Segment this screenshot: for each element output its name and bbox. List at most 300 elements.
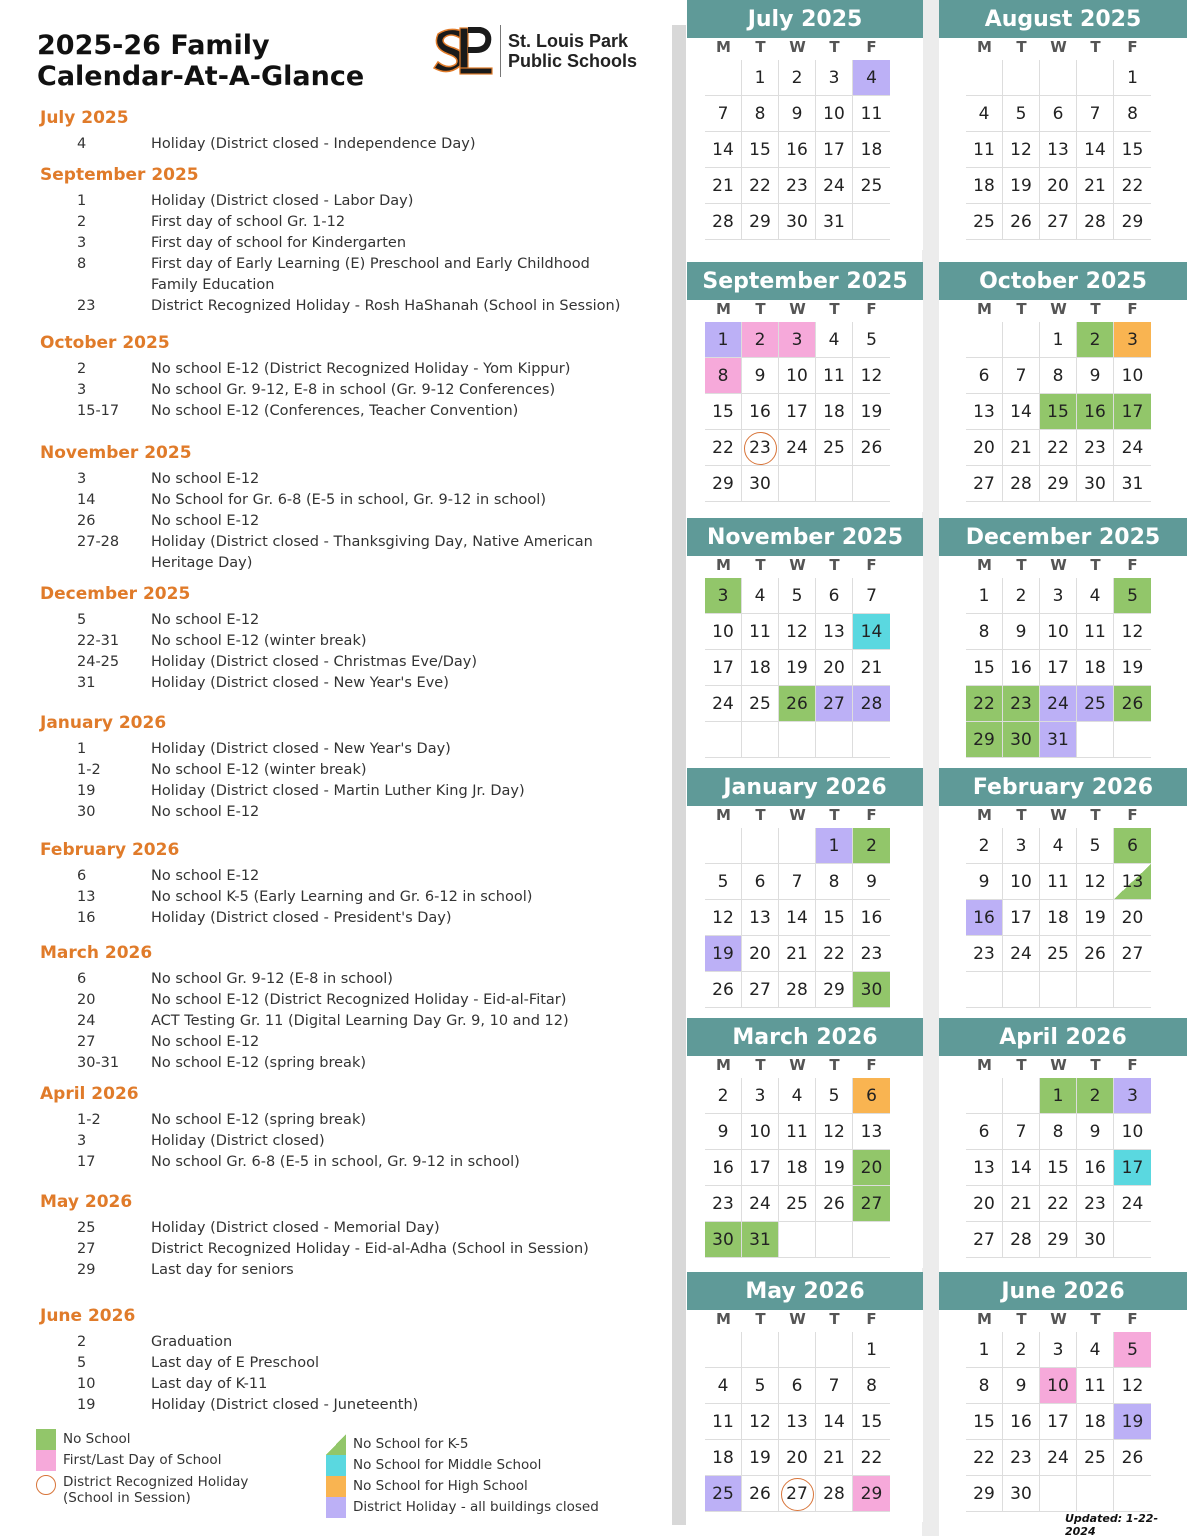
day-number: 1	[1052, 330, 1064, 350]
day-cell	[853, 972, 890, 1008]
section-month-heading: July 2025	[40, 108, 129, 128]
day-number: 23	[1084, 438, 1106, 458]
day-cell	[1040, 1222, 1077, 1258]
day-cell	[1077, 900, 1114, 936]
day-grid	[966, 1332, 1187, 1512]
day-cell	[1114, 132, 1151, 168]
section-month-heading: November 2025	[40, 443, 192, 463]
day-grid	[705, 1078, 923, 1258]
day-number: 1	[717, 330, 729, 350]
day-number: 27	[823, 694, 845, 714]
day-number: 8	[1127, 104, 1138, 124]
day-cell	[705, 204, 742, 240]
day-cell	[779, 430, 816, 466]
day-number: 6	[978, 1122, 990, 1142]
legend-label: No School for K-5	[353, 1436, 469, 1452]
empty-cell	[779, 828, 816, 864]
day-number: 12	[1010, 140, 1032, 160]
school-name-line-1: St. Louis Park	[508, 31, 629, 51]
day-cell	[1114, 204, 1151, 240]
day-number: 25	[1084, 1448, 1106, 1468]
day-number: 26	[786, 694, 808, 714]
day-number: 12	[786, 622, 808, 642]
empty-cell	[1114, 1476, 1151, 1512]
day-number: 3	[1052, 586, 1064, 606]
day-number: 11	[1047, 872, 1069, 892]
day-cell	[779, 972, 816, 1008]
weekday-header	[939, 1310, 1187, 1332]
day-cell	[779, 394, 816, 430]
month-calendar	[687, 518, 923, 768]
day-cell	[1114, 322, 1151, 358]
day-cell	[1040, 132, 1077, 168]
day-number: 12	[1121, 622, 1144, 642]
day-cell	[779, 1186, 816, 1222]
day-cell	[1114, 650, 1151, 686]
month-title: January 2026	[687, 768, 923, 806]
event-description: Holiday (District closed - Independence Day)	[151, 136, 476, 152]
weekday-label: F	[1127, 38, 1138, 56]
logo-separator	[500, 25, 501, 77]
event-date: 19	[77, 783, 96, 799]
day-number: 17	[1010, 908, 1032, 928]
event-item	[40, 652, 660, 673]
day-number: 14	[823, 1412, 845, 1432]
day-cell	[966, 1440, 1003, 1476]
event-description: No school E-12 (spring break)	[151, 1112, 366, 1128]
day-number: 6	[1127, 836, 1138, 856]
day-cell	[1040, 1368, 1077, 1404]
event-date: 3	[77, 382, 87, 398]
event-description: Last day for seniors	[151, 1262, 294, 1278]
day-cell	[779, 578, 816, 614]
legend-district-holiday	[326, 1497, 599, 1518]
day-cell	[1114, 394, 1151, 430]
day-cell	[1003, 96, 1040, 132]
weekday-header	[687, 806, 923, 828]
day-number: 10	[1047, 622, 1069, 642]
day-number: 17	[1047, 658, 1069, 678]
weekday-label: W	[789, 556, 806, 574]
day-cell	[966, 1150, 1003, 1186]
empty-cell	[779, 1332, 816, 1368]
event-item	[40, 1131, 660, 1152]
empty-cell	[1003, 322, 1040, 358]
day-number: 28	[712, 212, 734, 232]
day-cell	[816, 578, 853, 614]
weekday-label: F	[866, 1056, 877, 1074]
day-number: 23	[1084, 1194, 1106, 1214]
day-cell	[705, 1114, 742, 1150]
orange-swatch	[326, 1476, 346, 1497]
day-cell	[816, 1476, 853, 1512]
day-cell	[779, 936, 816, 972]
day-number: 9	[1089, 366, 1101, 386]
empty-cell	[853, 722, 890, 758]
month-title: November 2025	[687, 518, 923, 556]
weekday-header	[687, 300, 923, 322]
day-number: 24	[1121, 438, 1144, 458]
day-cell	[705, 358, 742, 394]
day-cell	[853, 1114, 890, 1150]
day-cell	[1114, 430, 1151, 466]
day-number: 25	[860, 176, 883, 196]
event-section	[40, 840, 660, 929]
event-item	[40, 1032, 660, 1053]
empty-cell	[705, 828, 742, 864]
event-date: 2	[77, 214, 87, 230]
weekday-label: M	[977, 556, 992, 574]
empty-cell	[705, 60, 742, 96]
day-number: 22	[749, 176, 771, 196]
day-number: 16	[860, 908, 883, 928]
day-number: 1	[1052, 1086, 1064, 1106]
day-cell	[1003, 132, 1040, 168]
day-cell	[705, 686, 742, 722]
day-cell	[705, 168, 742, 204]
weekday-header	[939, 556, 1187, 578]
day-cell	[966, 614, 1003, 650]
school-name-line-2: Public Schools	[508, 51, 638, 71]
day-number: 23	[712, 1194, 734, 1214]
circle-swatch	[36, 1475, 56, 1495]
day-cell	[1040, 936, 1077, 972]
day-number: 16	[1084, 402, 1106, 422]
event-item	[40, 631, 660, 652]
day-cell	[1040, 430, 1077, 466]
day-number: 4	[866, 68, 877, 88]
day-cell	[853, 864, 890, 900]
event-description: Last day of K-11	[151, 1376, 268, 1392]
day-number: 8	[978, 1376, 990, 1396]
event-item	[40, 359, 660, 380]
day-cell	[966, 686, 1003, 722]
day-cell	[779, 1404, 816, 1440]
event-section	[40, 165, 660, 317]
day-cell	[853, 132, 890, 168]
day-number: 15	[1047, 402, 1069, 422]
pink-swatch	[36, 1450, 56, 1471]
day-cell	[966, 204, 1003, 240]
weekday-label: M	[716, 300, 731, 318]
day-number: 10	[823, 104, 845, 124]
day-cell	[1077, 394, 1114, 430]
day-number: 1	[978, 586, 990, 606]
day-cell	[816, 1440, 853, 1476]
month-title: June 2026	[939, 1272, 1187, 1310]
day-cell	[779, 686, 816, 722]
day-cell	[705, 1368, 742, 1404]
empty-cell	[1003, 60, 1040, 96]
day-cell	[742, 466, 779, 502]
month-title: February 2026	[939, 768, 1187, 806]
weekday-label: F	[866, 38, 877, 56]
day-cell	[705, 972, 742, 1008]
day-number: 13	[973, 1158, 995, 1178]
day-cell	[816, 864, 853, 900]
day-cell	[779, 1368, 816, 1404]
empty-cell	[853, 1222, 890, 1258]
day-cell	[742, 1114, 779, 1150]
day-cell	[1114, 96, 1151, 132]
day-number: 28	[1010, 474, 1032, 494]
weekday-label: T	[755, 1056, 766, 1074]
weekday-header	[687, 38, 923, 60]
day-number: 15	[749, 140, 771, 160]
day-number: 17	[749, 1158, 771, 1178]
legend-label: No School	[63, 1431, 131, 1447]
event-description: District Recognized Holiday - Eid-al-Adha (School in Session)	[151, 1241, 589, 1257]
day-number: 29	[860, 1484, 883, 1504]
day-cell	[816, 650, 853, 686]
weekday-label: T	[829, 806, 840, 824]
day-cell	[966, 900, 1003, 936]
empty-cell	[705, 722, 742, 758]
day-cell	[1003, 864, 1040, 900]
weekday-label: T	[1016, 1056, 1027, 1074]
day-cell	[1114, 614, 1151, 650]
day-number: 27	[1047, 212, 1069, 232]
day-cell	[1077, 650, 1114, 686]
weekday-header	[939, 38, 1187, 60]
day-cell	[1114, 1440, 1151, 1476]
day-number: 8	[1052, 1122, 1064, 1142]
day-number: 7	[1089, 104, 1101, 124]
day-number: 19	[860, 402, 883, 422]
day-cell	[1003, 168, 1040, 204]
day-cell	[1040, 358, 1077, 394]
day-cell	[1040, 864, 1077, 900]
day-cell	[1003, 430, 1040, 466]
weekday-label: F	[1127, 1056, 1138, 1074]
day-number: 17	[1047, 1412, 1069, 1432]
event-date: 3	[77, 471, 87, 487]
day-cell	[816, 96, 853, 132]
day-cell	[742, 900, 779, 936]
empty-cell	[1077, 722, 1114, 758]
event-description: Graduation	[151, 1334, 233, 1350]
month-title: July 2025	[687, 0, 923, 38]
event-item	[40, 233, 660, 254]
day-cell	[853, 1186, 890, 1222]
event-description: No school E-12 (District Recognized Holiday - Eid-al-Fitar)	[151, 992, 567, 1008]
day-cell	[742, 394, 779, 430]
day-cell	[816, 430, 853, 466]
event-item	[40, 673, 660, 694]
day-number: 19	[1084, 908, 1106, 928]
day-grid	[705, 60, 923, 240]
event-description: No school Gr. 9-12 (E-8 in school)	[151, 971, 393, 987]
day-number: 16	[712, 1158, 734, 1178]
day-grid	[966, 828, 1187, 1008]
day-number: 2	[978, 836, 990, 856]
day-cell	[853, 1332, 890, 1368]
event-section	[40, 1192, 660, 1281]
day-number: 17	[712, 658, 734, 678]
day-number: 19	[1121, 1412, 1144, 1432]
day-number: 15	[1121, 140, 1144, 160]
day-cell	[779, 60, 816, 96]
day-number: 13	[1121, 872, 1144, 892]
day-number: 28	[1084, 212, 1106, 232]
day-number: 22	[1047, 438, 1069, 458]
weekday-label: T	[755, 556, 766, 574]
day-cell	[742, 972, 779, 1008]
day-cell	[1077, 1186, 1114, 1222]
event-description: ACT Testing Gr. 11 (Digital Learning Day Gr. 9, 10 and 12)	[151, 1013, 569, 1029]
day-number: 2	[717, 1086, 729, 1106]
day-number: 31	[823, 212, 845, 232]
event-date: 3	[77, 1133, 87, 1149]
day-cell	[705, 1186, 742, 1222]
day-number: 26	[1010, 212, 1032, 232]
day-number: 9	[1089, 1122, 1101, 1142]
day-cell	[1114, 900, 1151, 936]
legend-label: No School for Middle School	[353, 1457, 542, 1473]
day-cell	[1040, 1440, 1077, 1476]
day-number: 15	[1047, 1158, 1069, 1178]
day-cell	[742, 936, 779, 972]
day-number: 12	[1084, 872, 1106, 892]
day-number: 18	[823, 402, 845, 422]
day-cell	[816, 132, 853, 168]
event-item	[40, 401, 660, 422]
day-cell	[1040, 686, 1077, 722]
day-cell	[966, 1114, 1003, 1150]
section-month-heading: June 2026	[40, 1306, 136, 1326]
section-month-heading: January 2026	[40, 713, 167, 733]
event-date: 5	[77, 612, 87, 628]
event-description: No school Gr. 6-8 (E-5 in school, Gr. 9-12 in school)	[151, 1154, 520, 1170]
day-grid	[705, 828, 923, 1008]
weekday-label: T	[1016, 1310, 1027, 1328]
day-cell	[1040, 322, 1077, 358]
day-number: 18	[860, 140, 883, 160]
day-cell	[779, 204, 816, 240]
day-number: 25	[973, 212, 995, 232]
event-date: 4	[77, 136, 87, 152]
legend-label-2: (School in Session)	[63, 1490, 191, 1506]
day-cell	[742, 650, 779, 686]
day-cell	[966, 430, 1003, 466]
day-number: 24	[749, 1194, 771, 1214]
day-cell	[1114, 1368, 1151, 1404]
event-description: Holiday (District closed - Thanksgiving Day, Native American Heritage Day)	[151, 534, 593, 571]
day-cell	[966, 168, 1003, 204]
day-number: 11	[973, 140, 995, 160]
day-cell	[1077, 828, 1114, 864]
month-calendar	[939, 768, 1187, 1018]
day-number: 14	[1084, 140, 1106, 160]
weekday-label: W	[1050, 556, 1067, 574]
day-number: 20	[860, 1158, 883, 1178]
legend-label: No School for High School	[353, 1478, 528, 1494]
day-number: 3	[1015, 836, 1027, 856]
month-title: October 2025	[939, 262, 1187, 300]
day-cell	[1003, 722, 1040, 758]
day-cell	[853, 578, 890, 614]
day-cell	[705, 1078, 742, 1114]
day-number: 26	[1121, 1448, 1144, 1468]
day-number: 22	[973, 694, 995, 714]
empty-cell	[966, 972, 1003, 1008]
event-section	[40, 443, 660, 574]
day-cell	[1077, 466, 1114, 502]
day-cell	[779, 1440, 816, 1476]
legend-left	[36, 1429, 248, 1506]
day-number: 27	[973, 474, 995, 494]
day-number: 1	[828, 836, 840, 856]
day-cell	[779, 614, 816, 650]
day-number: 14	[1010, 1158, 1032, 1178]
day-number: 24	[712, 694, 734, 714]
day-cell	[1040, 650, 1077, 686]
day-cell	[1114, 1332, 1151, 1368]
day-number: 22	[712, 438, 734, 458]
day-number: 21	[1010, 1194, 1032, 1214]
day-cell	[1040, 1186, 1077, 1222]
day-cell	[1077, 1440, 1114, 1476]
day-number: 16	[1010, 1412, 1032, 1432]
day-cell	[705, 864, 742, 900]
day-cell	[1040, 1404, 1077, 1440]
day-cell	[966, 936, 1003, 972]
event-date: 10	[77, 1376, 96, 1392]
day-cell	[1003, 936, 1040, 972]
day-number: 10	[712, 622, 734, 642]
day-cell	[1114, 864, 1151, 900]
day-cell	[1114, 686, 1151, 722]
weekday-label: W	[789, 300, 806, 318]
day-cell	[705, 1150, 742, 1186]
day-number: 21	[1010, 438, 1032, 458]
day-cell	[1003, 204, 1040, 240]
event-description: No school E-12 (winter break)	[151, 762, 367, 778]
event-description: No school E-12	[151, 612, 260, 628]
day-number: 21	[823, 1448, 845, 1468]
day-cell	[1114, 1114, 1151, 1150]
section-month-heading: September 2025	[40, 165, 199, 185]
day-cell	[966, 650, 1003, 686]
event-date: 26	[77, 513, 96, 529]
day-cell	[1077, 578, 1114, 614]
event-date: 1	[77, 193, 87, 209]
day-number: 24	[1047, 1448, 1069, 1468]
day-cell	[779, 168, 816, 204]
day-cell	[705, 1476, 742, 1512]
weekday-label: M	[977, 806, 992, 824]
day-cell	[742, 430, 779, 466]
day-number: 17	[1121, 402, 1144, 422]
day-number: 23	[1010, 694, 1032, 714]
weekday-label: T	[1090, 556, 1101, 574]
event-description: No school E-12 (winter break)	[151, 633, 367, 649]
day-number: 6	[1052, 104, 1064, 124]
day-number: 30	[1084, 474, 1106, 494]
event-date: 30	[77, 804, 96, 820]
day-cell	[853, 1404, 890, 1440]
day-cell	[966, 466, 1003, 502]
day-cell	[742, 96, 779, 132]
day-number: 24	[1010, 944, 1032, 964]
day-number: 6	[791, 1376, 803, 1396]
event-date: 31	[77, 675, 96, 691]
day-number: 26	[1121, 694, 1144, 714]
day-number: 27	[973, 1230, 995, 1250]
day-cell	[705, 96, 742, 132]
event-description: Holiday (District closed - Juneteenth)	[151, 1397, 419, 1413]
day-cell	[1114, 578, 1151, 614]
